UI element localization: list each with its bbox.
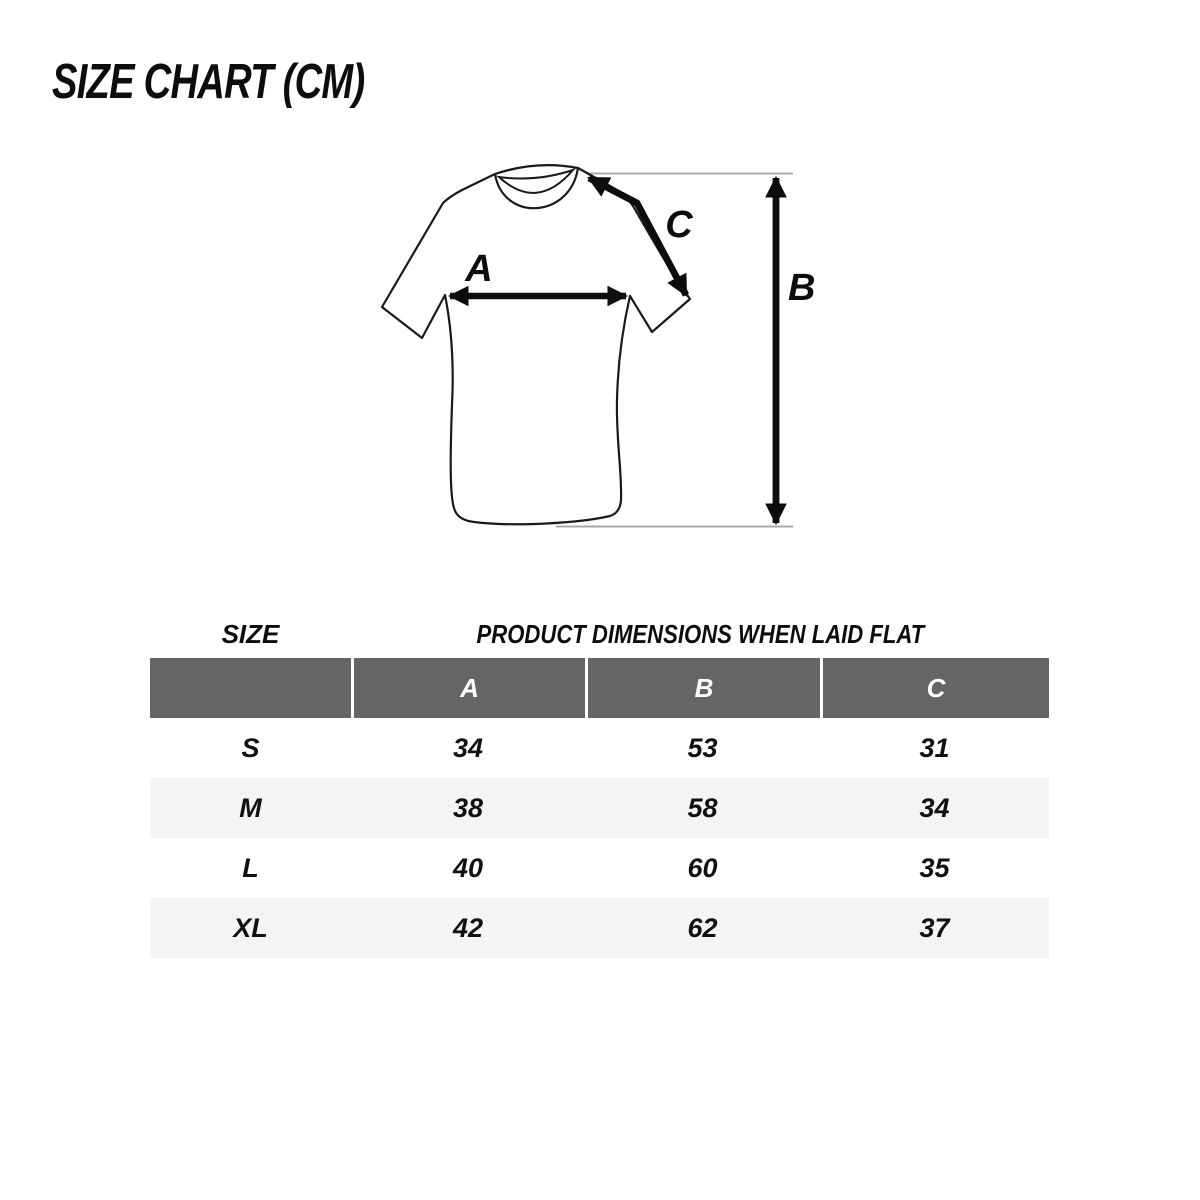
cell-c: 35 [919,852,950,883]
cell-a: 34 [452,732,484,763]
cell-size: XL [233,912,268,943]
table-row-m [150,778,1049,838]
cell-a: 40 [452,852,484,883]
cell-size: S [241,732,260,763]
table-section-labels [150,610,1049,658]
cell-b: 53 [687,732,718,763]
diagram-label-a: A [465,248,493,290]
table-row-xl [150,898,1049,958]
cell-a: 38 [452,792,484,823]
cell-b: 60 [687,852,718,883]
cell-size: L [242,852,259,883]
table-row-s [150,718,1049,778]
table-section-label-dimensions: PRODUCT DIMENSIONS WHEN LAID FLAT [476,618,924,649]
tshirt-diagram [0,0,1200,560]
size-table [150,610,1049,958]
header-cell-c: C [820,658,1049,718]
page-title: SIZE CHART (CM) [52,55,365,109]
table-header-row [150,658,1049,718]
cell-b: 58 [687,792,718,823]
cell-c: 37 [919,912,950,943]
header-cell-b: B [585,658,820,718]
diagram-label-b: B [788,267,816,309]
cell-c: 34 [919,792,950,823]
table-section-label-size: SIZE [221,618,280,649]
table-row-l [150,838,1049,898]
cell-c: 31 [919,732,950,763]
cell-b: 62 [687,912,718,943]
header-cell-empty [150,658,351,718]
diagram-label-c: C [665,204,693,246]
cell-size: M [239,792,262,823]
cell-a: 42 [452,912,484,943]
header-cell-a: A [351,658,585,718]
